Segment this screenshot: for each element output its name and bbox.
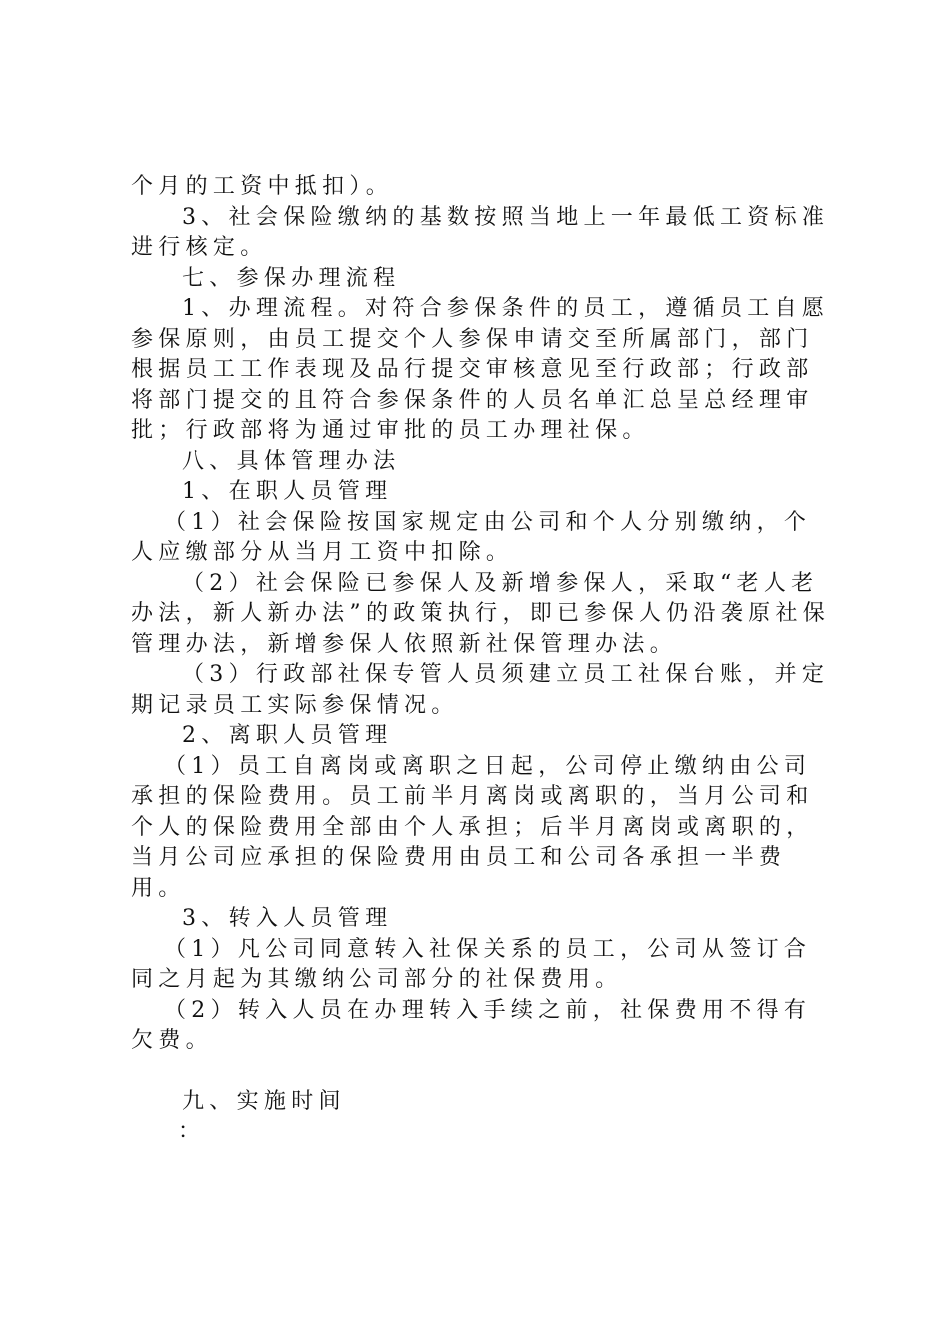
- paragraph-item-2: （2）社会保险已参保人及新增参保人，采取“老人老办法，新人新办法”的政策执行，即已参保人仍沿袭原社保管理办法，新增参保人依照新社保管理办法。: [131, 570, 831, 657]
- subheading-transferred-staff: 3、转入人员管理: [182, 906, 393, 931]
- section-heading-7: 七、参保办理流程: [182, 265, 401, 291]
- section-heading-8: 八、具体管理办法: [182, 448, 401, 474]
- paragraph-resignation-item-1: （1）员工自离岗或离职之日起，公司停止缴纳由公司承担的保险费用。员工前半月离岗或离职的，当月公司和个人的保险费用全部由个人承担；后半月离岗或离职的，当月公司应承担的保险费用由员工和公司各承担一半费用。: [131, 753, 814, 901]
- subheading-resigned-staff: 2、离职人员管理: [182, 723, 393, 748]
- paragraph-transfer-item-1: （1）凡公司同意转入社保关系的员工，公司从签订合同之月起为其缴纳公司部分的社保费用。: [131, 936, 812, 992]
- subheading-employed-staff: 1、在职人员管理: [182, 479, 393, 504]
- paragraph-item-3: （3）行政部社保专管人员须建立员工社保台账，并定期记录员工实际参保情况。: [131, 662, 830, 718]
- paragraph-item-1: （1）社会保险按国家规定由公司和个人分别缴纳，个人应缴部分从当月工资中扣除。: [131, 509, 812, 565]
- implementation-time-value: ：: [178, 1119, 206, 1144]
- paragraph-gap: [131, 1057, 831, 1087]
- paragraph-contribution-base: 3、社会保险缴纳的基数按照当地上一年最低工资标准进行核定。: [131, 204, 830, 260]
- paragraph-continuation: 个月的工资中抵扣）。: [131, 174, 394, 199]
- paragraph-process: 1、办理流程。对符合参保条件的员工，遵循员工自愿参保原则，由员工提交个人参保申请交至所属部门，部门根据员工工作表现及品行提交审核意见至行政部；行政部将部门提交的且符合参保条件的人员名单汇总呈总经理审批；行政部将为通过审批的员工办理社保。: [131, 296, 830, 443]
- paragraph-transfer-item-2: （2）转入人员在办理转入手续之前，社保费用不得有欠费。: [131, 997, 812, 1053]
- section-heading-9: 九、实施时间: [182, 1088, 346, 1114]
- document-body: [131, 172, 831, 1148]
